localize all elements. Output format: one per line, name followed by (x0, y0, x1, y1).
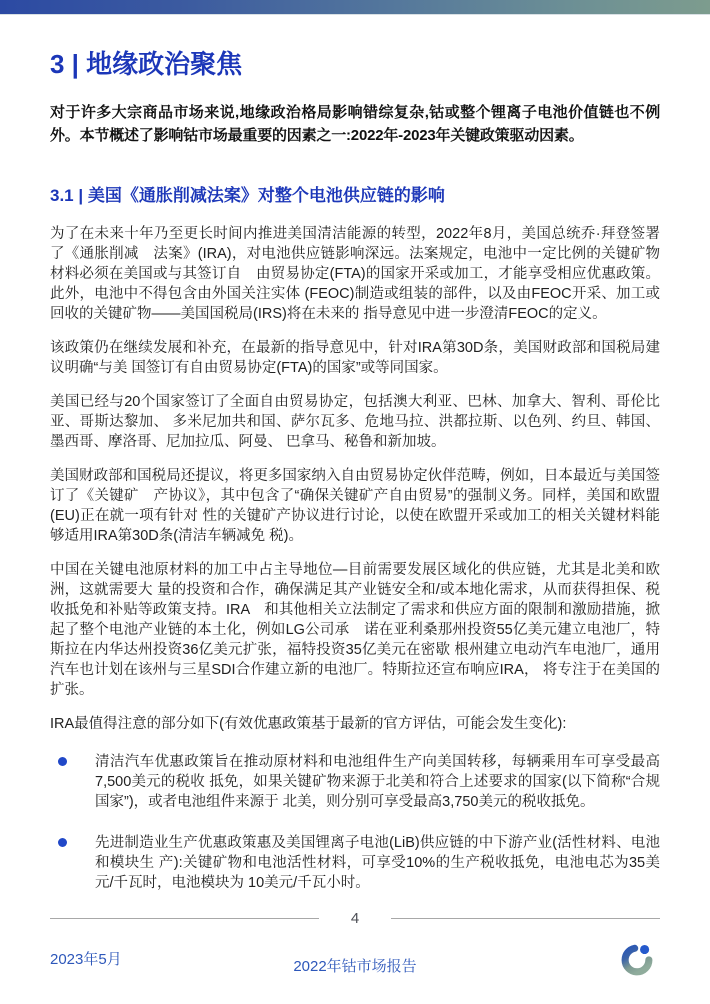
page-content (0, 48, 710, 893)
bullet-text: 先进制造业生产优惠政策惠及美国锂离子电池(LiB)供应链的中下游产业(活性材料、电池和模块生 产):关键矿物和电池活性材料，可享受10%的生产税收抵免，电池电芯为35美元/千瓦时，电池模块为 10美元/千瓦小时。 (95, 835, 660, 891)
paragraph: IRA最值得注意的部分如下(有效优惠政策基于最新的官方评估，可能会发生变化): (50, 716, 567, 732)
page-title: 3 | 地缘政治聚焦 (50, 49, 243, 79)
bullet-item (50, 833, 660, 893)
bullet-item (50, 752, 660, 812)
footer-row (50, 940, 660, 988)
intro-paragraph: 对于许多大宗商品市场来说,地缘政治格局影响错综复杂,钴或整个锂离子电池价值链也不例外。本节概述了影响钴市场最重要的因素之一:2022年-2023年关键政策驱动因素。 (50, 104, 660, 144)
bullet-dot-icon (58, 838, 67, 847)
bullet-text: 清洁汽车优惠政策旨在推动原材料和电池组件生产向美国转移，每辆乘用车可享受最高7,500美元的税收 抵免，如果关键矿物来源于北美和符合上述要求的国家(以下简称“合规国家”)，或者电池组件来源于 北美，则分别可享受最高3,750美元的税收抵免。 (95, 754, 660, 810)
section-paragraphs (50, 224, 660, 734)
paragraph: 美国财政部和国税局还提议，将更多国家纳入自由贸易协定伙伴范畴，例如，日本最近与美国签订了《关键矿 产协议》，其中包含了“确保关键矿产自由贸易”的强制义务。同样，美国和欧盟(EU)正在就一项有针对 性的关键矿产协议进行讨论，以使在欧盟开采或加工的相关关键材料能够适用IRA第30D条(清洁车辆减免 税)。 (50, 468, 660, 544)
page-number: 4 (350, 910, 360, 927)
paragraph: 美国已经与20个国家签订了全面自由贸易协定，包括澳大利亚、巴林、加拿大、智利、哥伦比亚、哥斯达黎加、 多米尼加共和国、萨尔瓦多、危地马拉、洪都拉斯、以色列、约旦、韩国、墨西哥、摩洛哥、尼加拉瓜、阿曼、 巴拿马、秘鲁和新加坡。 (50, 394, 660, 450)
paragraph: 中国在关键电池原材料的加工中占主导地位—目前需要发展区域化的供应链，尤其是北美和欧洲，这就需要大 量的投资和合作，确保满足其产业链安全和/或本地化需求，从而获得担保、税收抵免和补贴等政策支持。IRA 和其他相关立法制定了需求和供应方面的限制和激励措施，掀起了整个电池产业链的本土化，例如LG公司承 诺在亚利桑那州投资55亿美元建立电池厂，特斯拉在内华达州投资36亿美元扩张，福特投资35亿美元在密歇 根州建立电动汽车电池厂，通用汽车也计划在该州与三星SDI合作建立新的电池厂。特斯拉还宣布响应IRA， 将专注于在美国的扩张。 (50, 562, 660, 698)
ira-bullet-list (50, 752, 660, 893)
divider-line-right (391, 918, 660, 919)
page-footer (50, 911, 660, 988)
bullet-dot-icon (58, 757, 67, 766)
footer-date: 2023年5月 (50, 951, 122, 968)
header-gradient-bar (0, 0, 710, 15)
divider-line-left (50, 918, 319, 919)
paragraph: 该政策仍在继续发展和补充，在最新的指导意见中，针对IRA第30D条，美国财政部和国税局建议明确“与美 国签订有自由贸易协定(FTA)的国家”或等同国家。 (50, 340, 660, 376)
section-heading: 3.1 | 美国《通胀削减法案》对整个电池供应链的影响 (50, 186, 445, 205)
page-number-divider (50, 911, 660, 926)
cobalt-institute-logo-icon (618, 940, 656, 978)
footer-report-title: 2022年钴市场报告 (293, 958, 417, 975)
paragraph: 为了在未来十年乃至更长时间内推进美国清洁能源的转型，2022年8月，美国总统乔·拜登签署了《通胀削减 法案》(IRA)，对电池供应链影响深远。法案规定，电池中一定比例的关键矿物材料必须在美国或与其签订自 由贸易协定(FTA)的国家开采或加工，才能享受相应优惠政策。此外，电池中不得包含由外国关注实体 (FEOC)制造或组装的部件，以及由FEOC开采、加工或回收的关键矿物——美国国税局(IRS)将在未来的 指导意见中进一步澄清FEOC的定义。 (50, 226, 660, 322)
